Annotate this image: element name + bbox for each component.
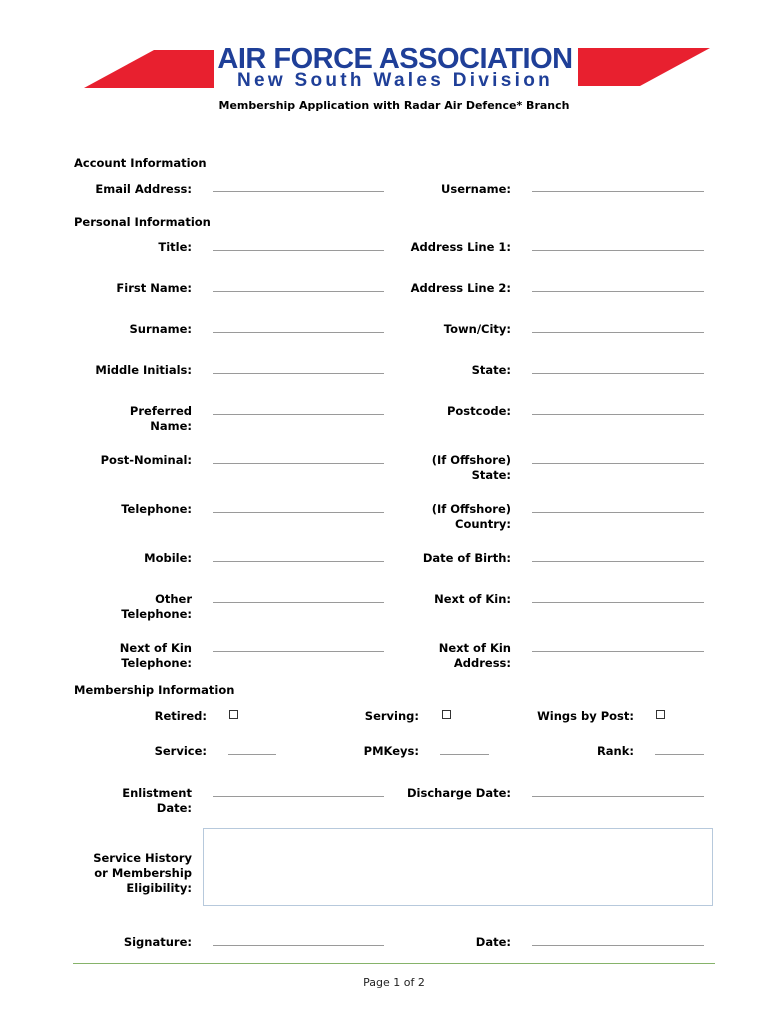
post-nominal-field[interactable] — [213, 463, 384, 464]
date-field[interactable] — [532, 945, 704, 946]
postcode-label: Postcode: — [446, 404, 511, 418]
logo-stripe-left — [84, 50, 214, 88]
discharge-date-field[interactable] — [532, 796, 704, 797]
retired-label: Retired: — [154, 709, 207, 723]
surname-label: Surname: — [129, 322, 192, 336]
username-label: Username: — [441, 182, 511, 196]
first-name-field[interactable] — [213, 291, 384, 292]
pmkeys-field[interactable] — [440, 754, 489, 755]
state-field[interactable] — [532, 373, 704, 374]
logo-subtitle: New South Wales Division — [236, 70, 554, 91]
town-city-label: Town/City: — [443, 322, 511, 336]
next-of-kin-telephone-label: Next of Kin Telephone: — [119, 641, 192, 670]
date-label: Date: — [475, 935, 511, 949]
email-label: Email Address: — [95, 182, 192, 196]
pmkeys-label: PMKeys: — [363, 744, 419, 758]
section-personal: Personal Information — [74, 215, 211, 229]
surname-field[interactable] — [213, 332, 384, 333]
username-field[interactable] — [532, 191, 704, 192]
offshore-state-field[interactable] — [532, 463, 704, 464]
email-field[interactable] — [213, 191, 384, 192]
telephone-field[interactable] — [213, 512, 384, 513]
offshore-country-field[interactable] — [532, 512, 704, 513]
telephone-label: Telephone: — [121, 502, 192, 516]
title-label: Title: — [158, 240, 192, 254]
address-line-1-label: Address Line 1: — [410, 240, 511, 254]
logo-title: AIR FORCE ASSOCIATION — [217, 43, 573, 75]
next-of-kin-field[interactable] — [532, 602, 704, 603]
rank-label: Rank: — [596, 744, 634, 758]
title-field[interactable] — [213, 250, 384, 251]
preferred-name-field[interactable] — [213, 414, 384, 415]
middle-initials-label: Middle Initials: — [95, 363, 192, 377]
wings-by-post-label: Wings by Post: — [537, 709, 634, 723]
signature-field[interactable] — [213, 945, 384, 946]
service-history-label: Service History or Membership Eligibility: — [93, 851, 192, 895]
wings-by-post-checkbox[interactable] — [656, 710, 665, 719]
page-number: Page 1 of 2 — [363, 976, 425, 989]
next-of-kin-address-field[interactable] — [532, 651, 704, 652]
logo-stripe-right — [578, 48, 710, 86]
mobile-field[interactable] — [213, 561, 384, 562]
address-line-2-field[interactable] — [532, 291, 704, 292]
first-name-label: First Name: — [116, 281, 192, 295]
footer-divider — [73, 963, 715, 964]
offshore-country-label: (If Offshore) Country: — [431, 502, 511, 531]
signature-label: Signature: — [123, 935, 192, 949]
other-telephone-field[interactable] — [213, 602, 384, 603]
rank-field[interactable] — [655, 754, 704, 755]
enlistment-date-label: Enlistment Date: — [122, 786, 192, 815]
date-of-birth-label: Date of Birth: — [422, 551, 511, 565]
next-of-kin-label: Next of Kin: — [434, 592, 511, 606]
state-label: State: — [471, 363, 511, 377]
mobile-label: Mobile: — [144, 551, 192, 565]
form-title: Membership Application with Radar Air Defence* Branch — [218, 99, 570, 112]
next-of-kin-address-label: Next of Kin Address: — [438, 641, 511, 670]
serving-label: Serving: — [364, 709, 419, 723]
post-nominal-label: Post-Nominal: — [100, 453, 192, 467]
offshore-state-label: (If Offshore) State: — [431, 453, 511, 482]
middle-initials-field[interactable] — [213, 373, 384, 374]
service-label: Service: — [154, 744, 207, 758]
serving-checkbox[interactable] — [442, 710, 451, 719]
section-account: Account Information — [74, 156, 207, 170]
other-telephone-label: Other Telephone: — [121, 592, 192, 621]
town-city-field[interactable] — [532, 332, 704, 333]
service-field[interactable] — [228, 754, 276, 755]
date-of-birth-field[interactable] — [532, 561, 704, 562]
section-membership: Membership Information — [74, 683, 235, 697]
address-line-2-label: Address Line 2: — [410, 281, 511, 295]
preferred-name-label: Preferred Name: — [129, 404, 192, 433]
postcode-field[interactable] — [532, 414, 704, 415]
next-of-kin-telephone-field[interactable] — [213, 651, 384, 652]
page-header — [0, 0, 770, 100]
service-history-textarea[interactable] — [203, 828, 713, 906]
address-line-1-field[interactable] — [532, 250, 704, 251]
enlistment-date-field[interactable] — [213, 796, 384, 797]
retired-checkbox[interactable] — [229, 710, 238, 719]
discharge-date-label: Discharge Date: — [406, 786, 511, 800]
